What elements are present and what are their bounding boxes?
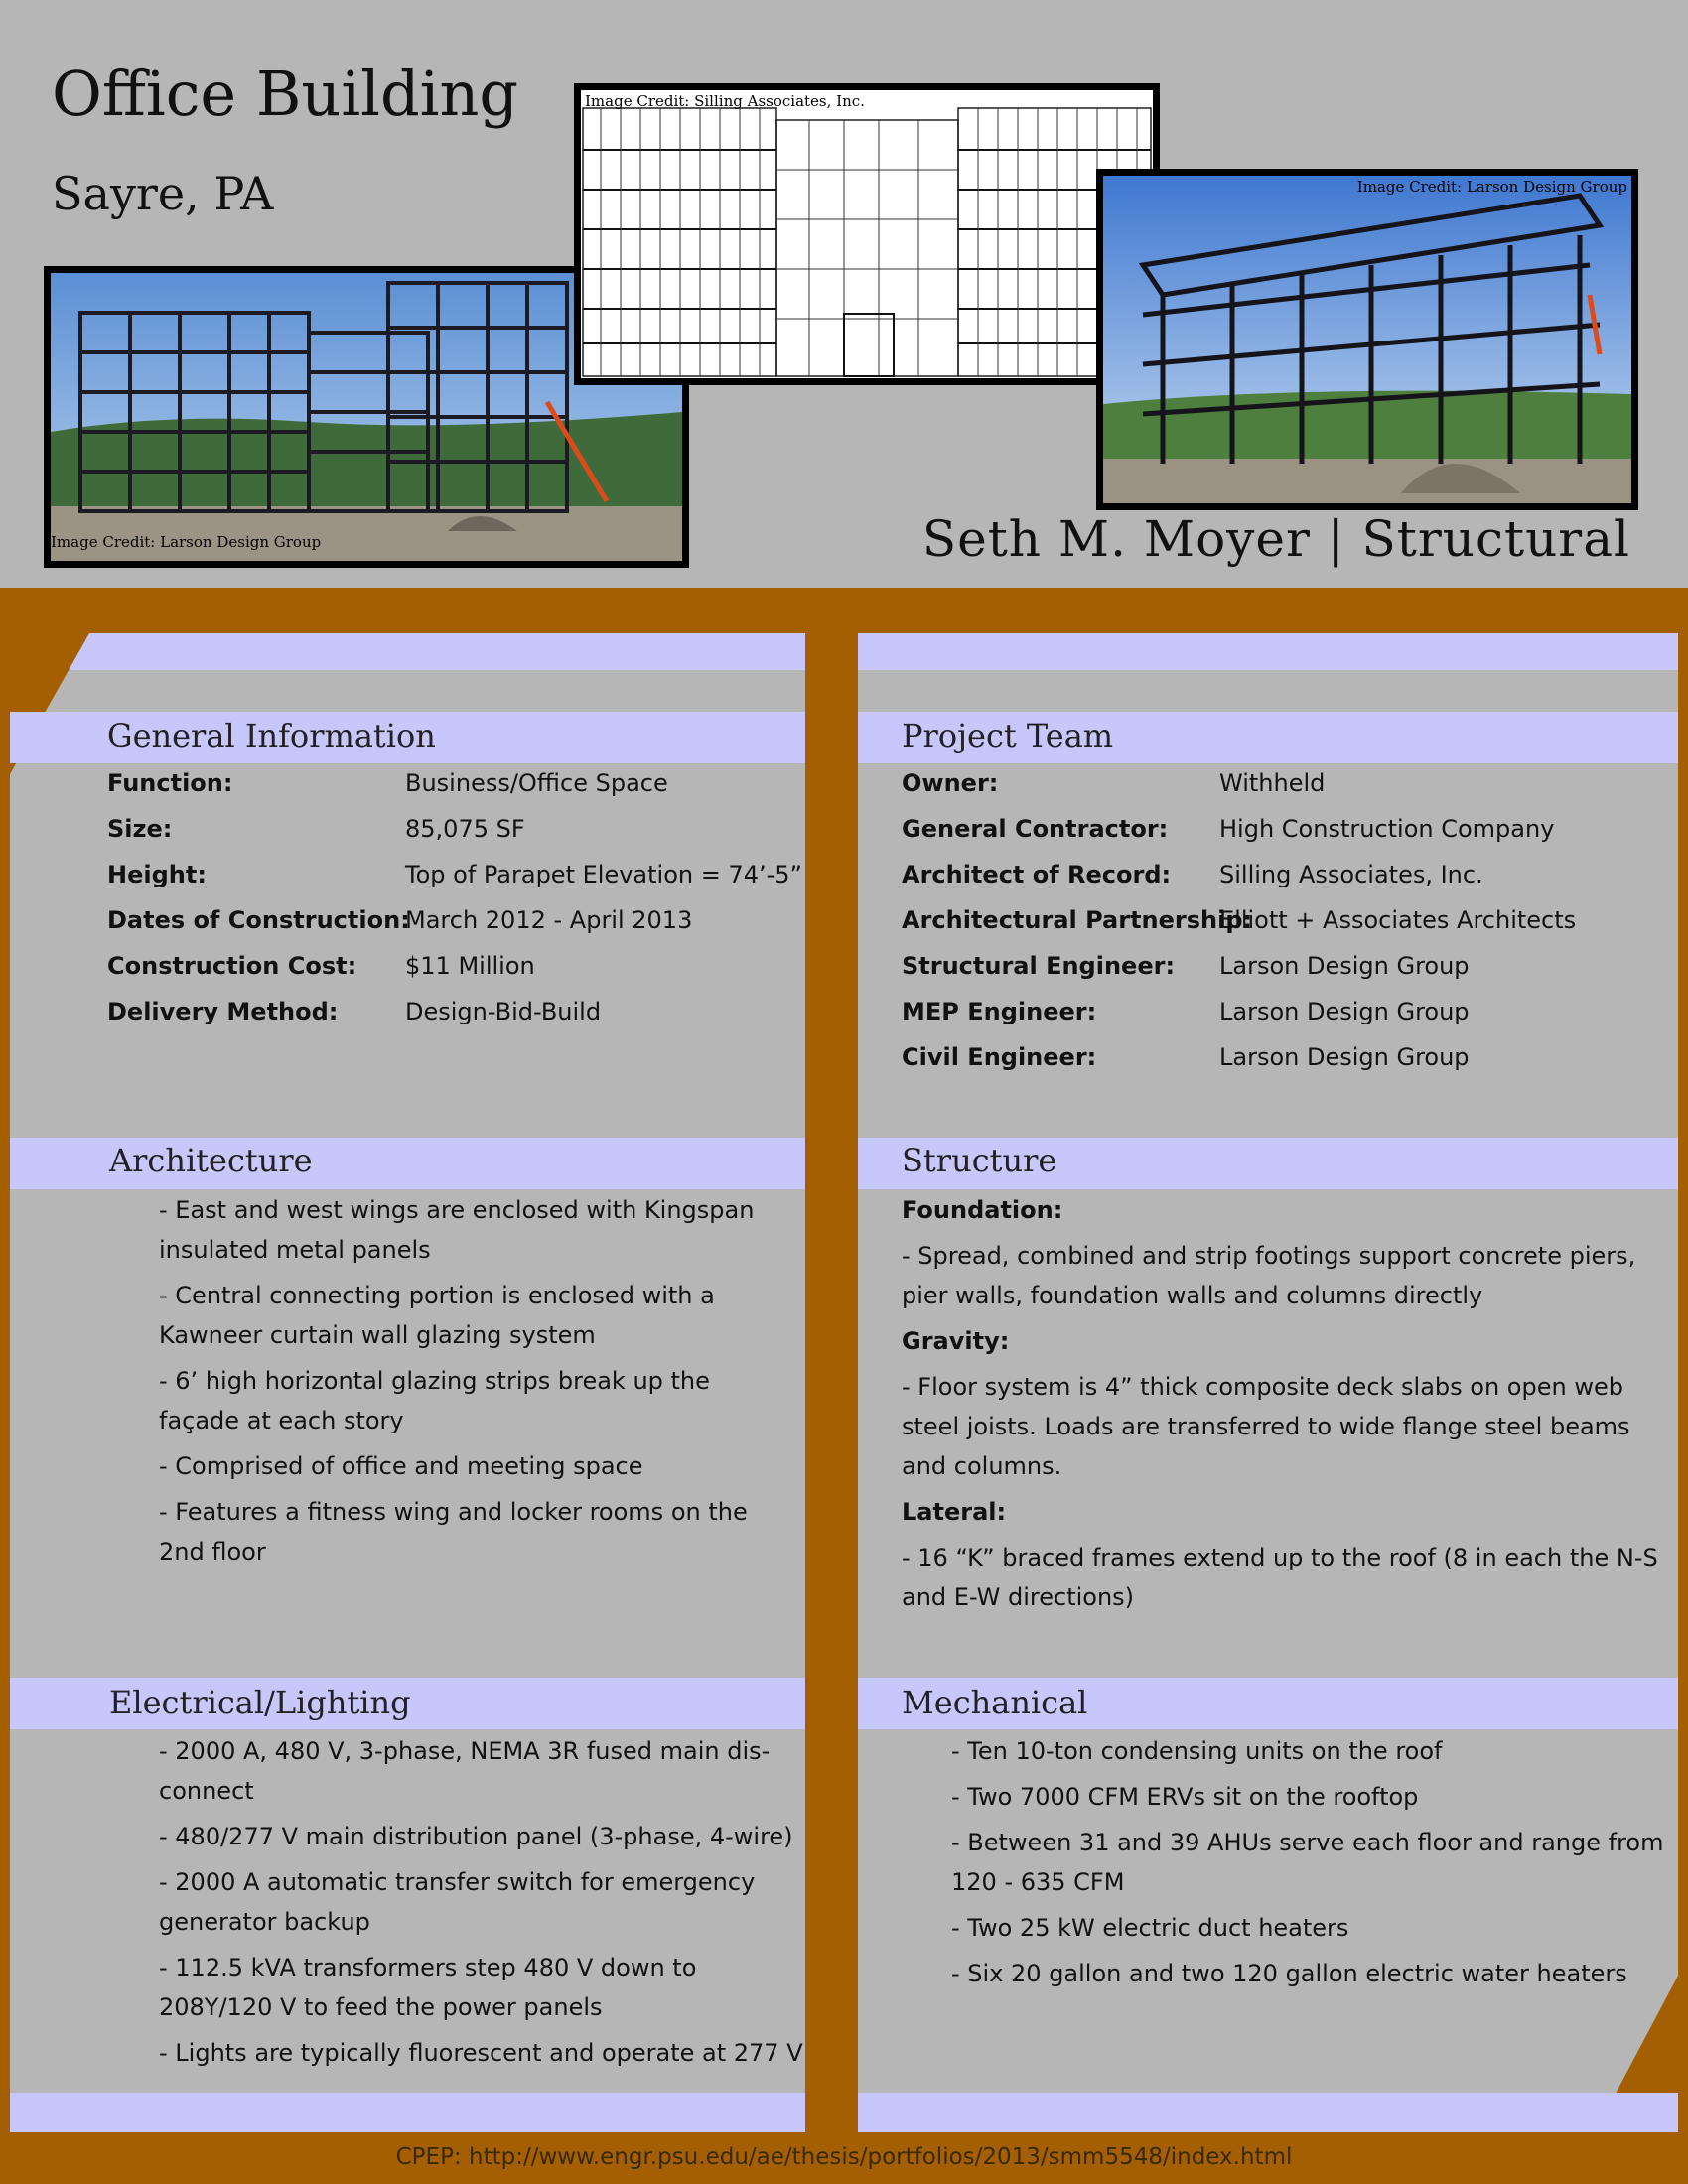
structure-line: - Floor system is 4” thick composite deck slabs on open web [902, 1373, 1623, 1401]
general-label: Dates of Construction: [107, 906, 410, 934]
team-label: MEP Engineer: [902, 998, 1097, 1025]
architecture-line: Kawneer curtain wall glazing system [159, 1321, 596, 1349]
electrical-line: generator backup [159, 1908, 370, 1936]
team-value: Elliott + Associates Architects [1219, 906, 1577, 934]
electrical-title: Electrical/Lighting [109, 1684, 411, 1721]
general-value: $11 Million [405, 952, 535, 980]
electrical-line: - 112.5 kVA transformers step 480 V down to [159, 1954, 697, 1981]
general-label: Construction Cost: [107, 952, 357, 980]
mechanical-line: - Six 20 gallon and two 120 gallon electric water heaters [951, 1960, 1627, 1987]
architecture-line: insulated metal panels [159, 1236, 431, 1264]
team-value: Larson Design Group [1219, 952, 1470, 980]
steel-frame-photo-right [1103, 176, 1631, 503]
mechanical-line: 120 - 635 CFM [951, 1868, 1125, 1896]
architecture-line: - Features a fitness wing and locker rooms on the [159, 1498, 748, 1526]
general-value: Business/Office Space [405, 769, 668, 797]
architecture-line: - 6’ high horizontal glazing strips break up the [159, 1367, 710, 1395]
team-label: Architectural Partnership: [902, 906, 1253, 934]
structure-subheading: Lateral: [902, 1498, 1007, 1526]
elevation-drawing [574, 83, 1160, 385]
general-value: March 2012 - April 2013 [405, 906, 693, 934]
structure-subheading: Foundation: [902, 1196, 1063, 1224]
general-label: Delivery Method: [107, 998, 339, 1025]
electrical-line: - 480/277 V main distribution panel (3-phase, 4-wire) [159, 1823, 793, 1850]
architecture-line: - East and west wings are enclosed with Kingspan [159, 1196, 755, 1224]
structure-line: pier walls, foundation walls and columns directly [902, 1282, 1483, 1309]
page-title: Office Building [52, 58, 519, 130]
team-label: Owner: [902, 769, 999, 797]
structure-subheading: Gravity: [902, 1327, 1010, 1355]
team-value: Withheld [1219, 769, 1326, 797]
electrical-line: - Lights are typically fluorescent and operate at 277 V [159, 2039, 803, 2067]
image-credit: Image Credit: Larson Design Group [1356, 178, 1627, 196]
mechanical-line: - Between 31 and 39 AHUs serve each floor and range from [951, 1829, 1664, 1856]
general-label: Height: [107, 861, 207, 888]
structure-line: and columns. [902, 1452, 1062, 1480]
team-label: Architect of Record: [902, 861, 1172, 888]
mechanical-line: - Ten 10-ton condensing units on the roof [951, 1737, 1443, 1765]
footer-link[interactable]: CPEP: http://www.engr.psu.edu/ae/thesis/portfolios/2013/smm5548/index.html [395, 2144, 1293, 2170]
electrical-line: 208Y/120 V to feed the power panels [159, 1993, 603, 2021]
elevation-drawing-svg [581, 90, 1153, 378]
image-credit: Image Credit: Silling Associates, Inc. [585, 92, 865, 110]
electrical-line: - 2000 A automatic transfer switch for emergency [159, 1868, 756, 1896]
architecture-line: 2nd floor [159, 1538, 266, 1566]
architecture-title: Architecture [109, 1142, 313, 1179]
left-top-strip [10, 633, 805, 670]
general-value: Top of Parapet Elevation = 74’-5” [405, 861, 802, 888]
architecture-line: - Central connecting portion is enclosed with a [159, 1282, 715, 1309]
team-value: Larson Design Group [1219, 1043, 1470, 1071]
structure-line: and E-W directions) [902, 1583, 1135, 1611]
electrical-line: - 2000 A, 480 V, 3-phase, NEMA 3R fused main dis- [159, 1737, 771, 1765]
general-info-title: General Information [107, 717, 436, 754]
structure-line: steel joists. Loads are transferred to wide flange steel beams [902, 1413, 1630, 1440]
project-team-title: Project Team [902, 717, 1114, 754]
architecture-line: - Comprised of office and meeting space [159, 1452, 643, 1480]
team-value: High Construction Company [1219, 815, 1555, 843]
team-value: Larson Design Group [1219, 998, 1470, 1025]
general-label: Size: [107, 815, 173, 843]
general-value: Design-Bid-Build [405, 998, 602, 1025]
page-subtitle: Sayre, PA [52, 167, 274, 220]
mechanical-line: - Two 7000 CFM ERVs sit on the rooftop [951, 1783, 1419, 1811]
team-label: General Contractor: [902, 815, 1169, 843]
structure-line: - Spread, combined and strip footings support concrete piers, [902, 1242, 1636, 1270]
structure-line: - 16 “K” braced frames extend up to the roof (8 in each the N-S [902, 1544, 1658, 1571]
team-label: Structural Engineer: [902, 952, 1176, 980]
electrical-line: connect [159, 1777, 254, 1805]
left-bottom-strip [10, 2093, 805, 2132]
general-label: Function: [107, 769, 233, 797]
team-value: Silling Associates, Inc. [1219, 861, 1483, 888]
team-label: Civil Engineer: [902, 1043, 1097, 1071]
author-line: Seth M. Moyer | Structural [921, 510, 1630, 568]
structure-title: Structure [902, 1142, 1057, 1179]
right-top-strip [858, 633, 1678, 670]
architecture-line: façade at each story [159, 1407, 404, 1434]
right-construction-photo [1096, 169, 1638, 510]
right-bottom-strip [858, 2093, 1678, 2132]
image-credit: Image Credit: Larson Design Group [51, 533, 322, 551]
general-value: 85,075 SF [405, 815, 525, 843]
mechanical-title: Mechanical [902, 1684, 1088, 1721]
mechanical-line: - Two 25 kW electric duct heaters [951, 1914, 1349, 1942]
